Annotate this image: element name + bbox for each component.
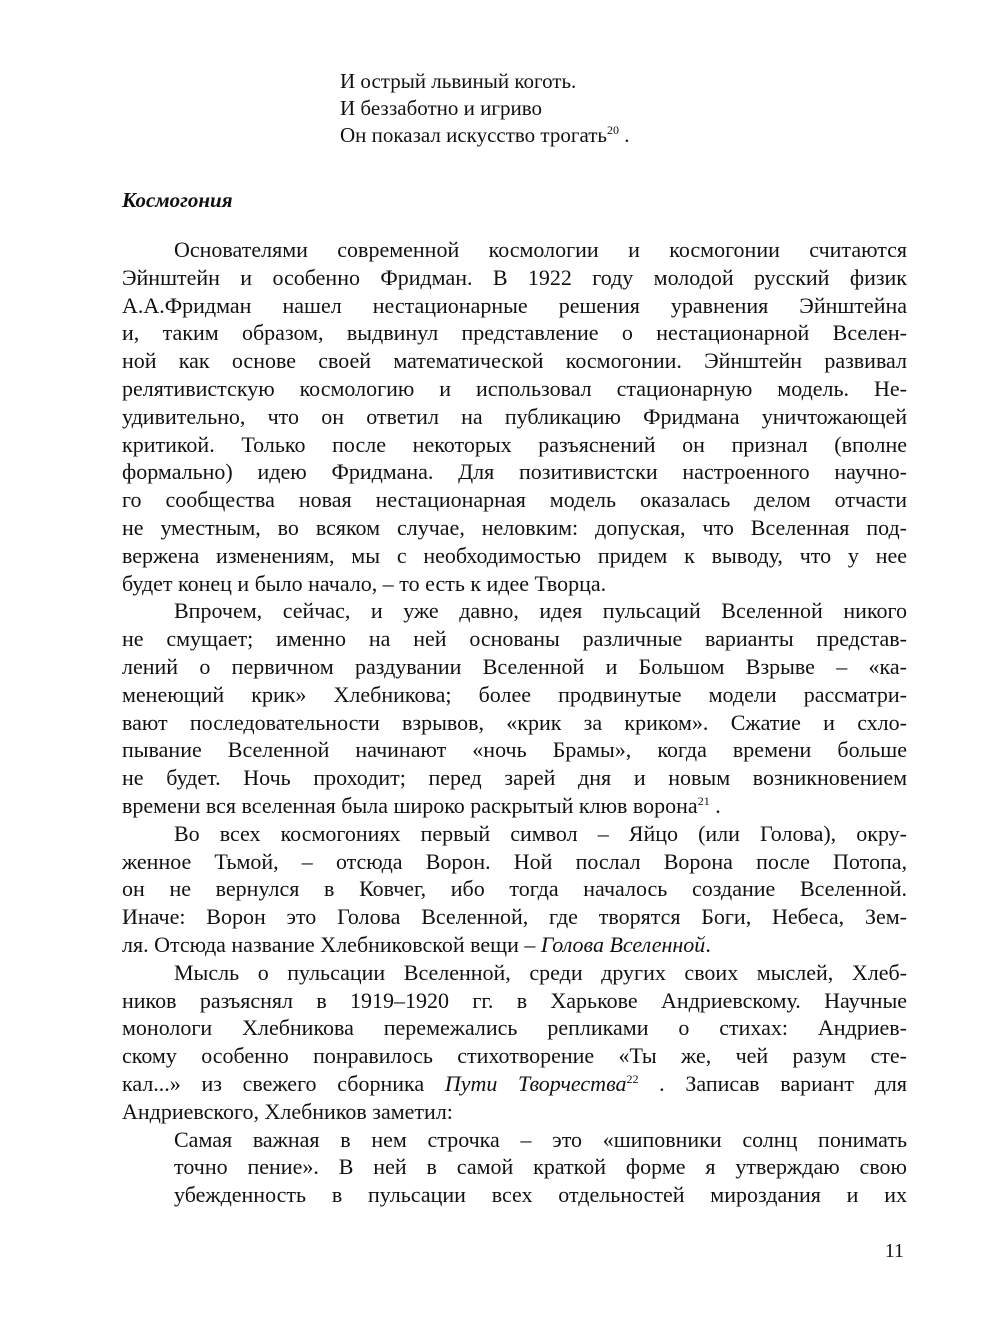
quote-block (122, 1126, 907, 1209)
italic-title: Пути Творчества (444, 1070, 627, 1096)
body-text (122, 236, 907, 1209)
text-line (122, 792, 907, 820)
text-line (122, 1070, 907, 1098)
quote-line: точно пение». В ней в самой краткой форме я утверждаю свою (174, 1154, 907, 1180)
text-line: ников разъяснял в 1919–1920 гг. в Харькове Андриевскому. Научные (122, 987, 907, 1013)
text-line: не уместным, во всяком случае, неловким: допуская, что Вселенная под- (122, 514, 907, 540)
text-line: лений о первичном раздувании Вселенной и Большом Взрыве – «ка- (122, 653, 907, 679)
text-fragment: кал...» из свежего сборника (122, 1070, 445, 1096)
text-fragment: . Записав вариант для (638, 1070, 907, 1096)
text-line: не смущает; именно на ней основаны различные варианты представ- (122, 626, 907, 652)
text-fragment: ля. Отсюда название Хлебниковской вещи – (122, 931, 541, 957)
text-line: удивительно, что он ответил на публикацию Фридмана уничтожающей (122, 403, 907, 429)
text-fragment: . (709, 792, 721, 818)
text-line: го сообщества новая нестационарная модель оказалась делом отчасти (122, 487, 907, 513)
text-line: скому особенно понравилось стихотворение «Ты же, чей разум сте- (122, 1043, 907, 1069)
text-fragment: времени вся вселенная была широко раскрытый клюв ворона (122, 792, 698, 818)
text-line: формально) идею Фридмана. Для позитивистски настроенного научно- (122, 459, 907, 485)
quote-line: убежденность в пульсации всех отдельностей мироздания и их (174, 1182, 907, 1208)
text-line: ной как основе своей математической космогонии. Эйнштейн развивал (122, 348, 907, 374)
footnote-mark: 21 (697, 793, 710, 808)
text-line: будет конец и было начало, – то есть к идее Творца. (122, 570, 607, 596)
verse-line: И острый львиный коготь. (340, 69, 577, 93)
verse-line-text: Он показал искусство трогать (340, 123, 608, 147)
verse-block (340, 68, 630, 149)
text-line: пывание Вселенной начинают «ночь Брамы», когда времени больше (122, 737, 907, 763)
footnote-mark: 22 (626, 1071, 639, 1086)
text-line: не будет. Ночь проходит; перед зарей дня и новым возникновением (122, 765, 907, 791)
text-fragment: . (705, 931, 711, 957)
text-line: вержена изменениям, мы с необходимостью придем к выводу, что у нее (122, 542, 907, 568)
text-line: монологи Хлебникова перемежались репликами о стихах: Андриев- (122, 1015, 907, 1041)
quote-line: Самая важная в нем строчка – это «шиповники солнц понимать (174, 1126, 907, 1152)
section-heading: Космогония (122, 188, 233, 212)
text-line: и, таким образом, выдвинул представление о нестационарной Вселен- (122, 320, 907, 346)
text-line: релятивистскую космологию и использовал стационарную модель. Не- (122, 375, 907, 401)
text-line: Во всех космогониях первый символ – Яйцо (или Голова), окру- (174, 820, 907, 846)
text-line: Иначе: Ворон это Голова Вселенной, где творятся Боги, Небеса, Зем- (122, 904, 907, 930)
text-line: Основателями современной космологии и космогонии считаются (174, 237, 907, 262)
italic-title: Голова Вселенной (540, 931, 706, 957)
page-number: 11 (884, 1240, 904, 1262)
verse-end-punct: . (619, 123, 630, 147)
text-line (122, 931, 907, 959)
text-line: он не вернулся в Ковчег, ибо тогда началось создание Вселенной. (122, 876, 907, 902)
text-line: менеющий крик» Хлебникова; более продвинутые модели рассматри- (122, 681, 907, 707)
footnote-mark: 20 (607, 123, 620, 137)
text-line: Эйнштейн и особенно Фридман. В 1922 году молодой русский физик (122, 264, 907, 290)
text-line: критикой. Только после некоторых разъяснений он признал (вполне (122, 431, 907, 457)
verse-line (340, 122, 630, 149)
text-line: Мысль о пульсации Вселенной, среди других своих мыслей, Хлеб- (174, 959, 907, 985)
verse-line: И беззаботно и игриво (340, 96, 542, 120)
text-line: Впрочем, сейчас, и уже давно, идея пульсаций Вселенной никого (174, 598, 907, 624)
text-line: А.А.Фридман нашел нестационарные решения уравнения Эйнштейна (122, 292, 907, 318)
text-line: Андриевского, Хлебников заметил: (122, 1098, 453, 1124)
text-line: женное Тьмой, – отсюда Ворон. Ной послал Ворона после Потопа, (122, 848, 907, 874)
text-line: вают последовательности взрывов, «крик за криком». Сжатие и схло- (122, 709, 907, 735)
